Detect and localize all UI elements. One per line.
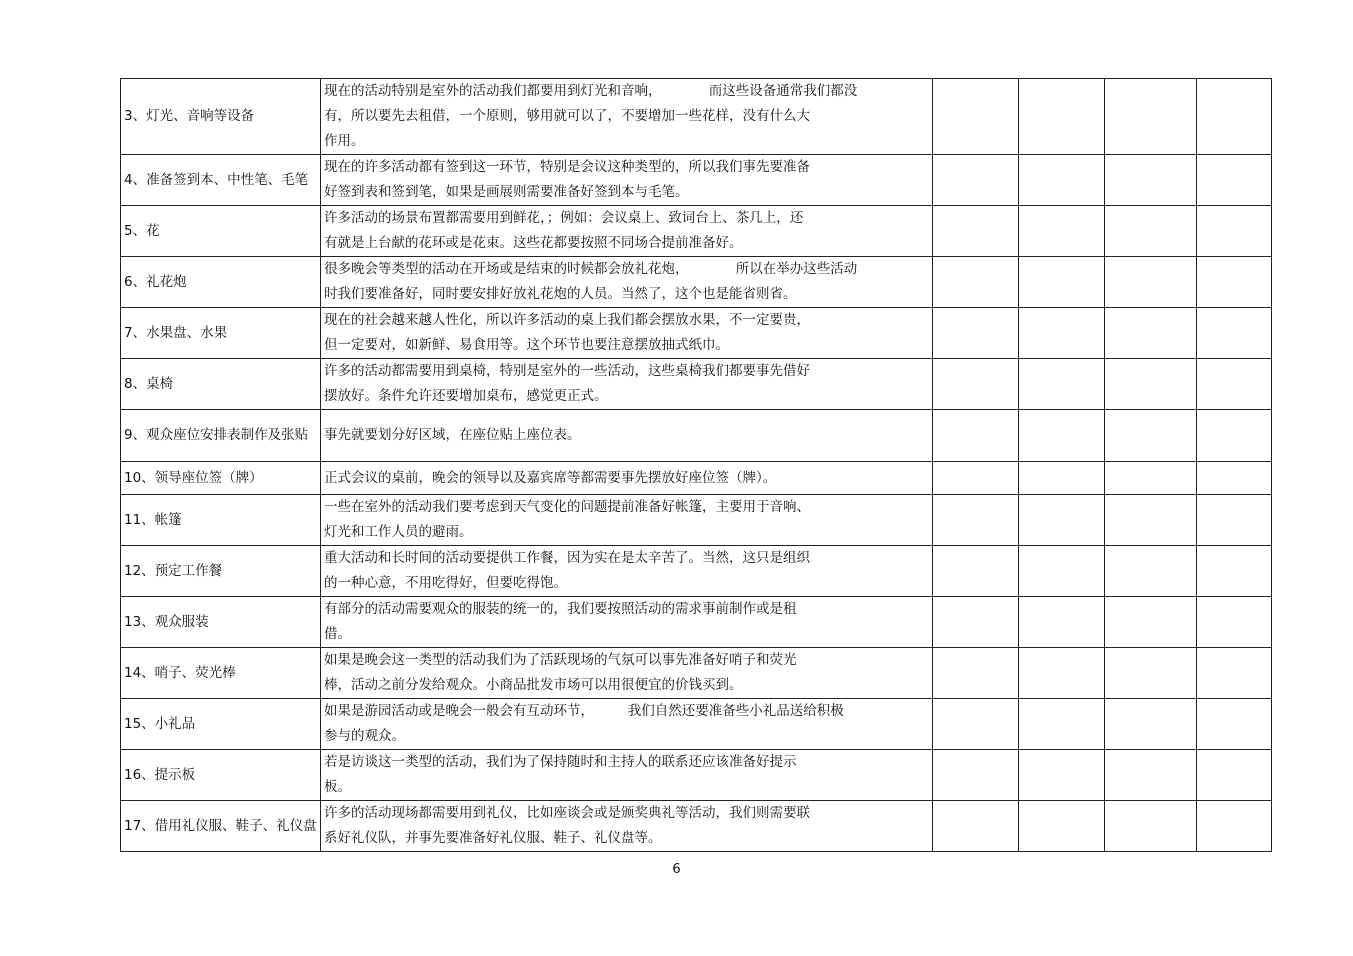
item-cell: 3、灯光、音响等设备 — [121, 79, 321, 155]
empty-cell — [1019, 648, 1105, 699]
empty-cell — [1197, 79, 1272, 155]
description-line: 借。 — [324, 626, 351, 642]
table-body — [121, 79, 1272, 852]
empty-cell — [1105, 801, 1197, 852]
empty-cell — [1197, 462, 1272, 495]
empty-cell — [933, 801, 1019, 852]
description-line: 灯光和工作人员的避雨。 — [324, 524, 473, 540]
item-cell: 11、帐篷 — [121, 495, 321, 546]
description-line: 系好礼仪队，并事先要准备好礼仪服、鞋子、礼仪盘等。 — [324, 830, 662, 846]
empty-cell — [1019, 410, 1105, 462]
description-line: 参与的观众。 — [324, 728, 405, 744]
item-cell: 15、小礼品 — [121, 699, 321, 750]
description-cell — [321, 410, 933, 462]
empty-cell — [1197, 750, 1272, 801]
item-cell: 13、观众服装 — [121, 597, 321, 648]
table-row — [121, 648, 1272, 699]
table-row — [121, 597, 1272, 648]
item-cell: 14、哨子、荧光棒 — [121, 648, 321, 699]
description-cell — [321, 750, 933, 801]
item-cell: 17、借用礼仪服、鞋子、礼仪盘 — [121, 801, 321, 852]
description-line: 板。 — [324, 779, 351, 795]
description-line: 作用。 — [324, 133, 365, 149]
description-line: 许多的活动都需要用到桌椅，特别是室外的一些活动，这些桌椅我们都要事先借好 — [324, 363, 810, 379]
table-row — [121, 79, 1272, 155]
description-cell — [321, 79, 933, 155]
table-row — [121, 699, 1272, 750]
empty-cell — [1105, 495, 1197, 546]
description-line: 但一定要对，如新鲜、易食用等。这个环节也要注意摆放抽式纸巾。 — [324, 337, 729, 353]
empty-cell — [933, 597, 1019, 648]
table-row — [121, 257, 1272, 308]
description-line: 一些在室外的活动我们要考虑到天气变化的问题提前准备好帐篷，主要用于音响、 — [324, 499, 810, 515]
table-row — [121, 750, 1272, 801]
item-cell: 6、礼花炮 — [121, 257, 321, 308]
empty-cell — [933, 206, 1019, 257]
description-line: 有就是上台献的花环或是花束。这些花都要按照不同场合提前准备好。 — [324, 235, 743, 251]
empty-cell — [1105, 546, 1197, 597]
empty-cell — [933, 155, 1019, 206]
empty-cell — [1197, 801, 1272, 852]
empty-cell — [1105, 410, 1197, 462]
empty-cell — [1197, 546, 1272, 597]
empty-cell — [1019, 801, 1105, 852]
description-cell — [321, 546, 933, 597]
empty-cell — [933, 495, 1019, 546]
empty-cell — [1197, 648, 1272, 699]
description-cell — [321, 648, 933, 699]
table-row — [121, 206, 1272, 257]
empty-cell — [1019, 79, 1105, 155]
empty-cell — [1105, 308, 1197, 359]
empty-cell — [1197, 257, 1272, 308]
description-cell — [321, 206, 933, 257]
empty-cell — [1019, 699, 1105, 750]
table-row — [121, 546, 1272, 597]
description-line: 棒，活动之前分发给观众。小商品批发市场可以用很便宜的价钱买到。 — [324, 677, 743, 693]
description-line: 摆放好。条件允许还要增加桌布，感觉更正式。 — [324, 388, 608, 404]
empty-cell — [1105, 648, 1197, 699]
description-line: 若是访谈这一类型的活动，我们为了保持随时和主持人的联系还应该准备好提示 — [324, 754, 797, 770]
description-line: 现在的活动特别是室外的活动我们都要用到灯光和音响， 而这些设备通常我们都没 — [324, 83, 858, 99]
item-cell: 16、提示板 — [121, 750, 321, 801]
description-line: 现在的许多活动都有签到这一环节，特别是会议这种类型的，所以我们事先要准备 — [324, 159, 810, 175]
table-row — [121, 155, 1272, 206]
empty-cell — [1019, 257, 1105, 308]
empty-cell — [933, 410, 1019, 462]
empty-cell — [1019, 206, 1105, 257]
description-cell — [321, 462, 933, 495]
empty-cell — [1105, 699, 1197, 750]
empty-cell — [1197, 597, 1272, 648]
description-line: 正式会议的桌前，晚会的领导以及嘉宾席等都需要事先摆放好座位签（牌）。 — [324, 469, 777, 486]
empty-cell — [933, 648, 1019, 699]
table-row — [121, 359, 1272, 410]
empty-cell — [1019, 750, 1105, 801]
description-cell — [321, 495, 933, 546]
page-number: 6 — [672, 862, 681, 877]
description-line: 重大活动和长时间的活动要提供工作餐，因为实在是太辛苦了。当然，这只是组织 — [324, 550, 810, 566]
empty-cell — [933, 546, 1019, 597]
empty-cell — [933, 308, 1019, 359]
description-cell — [321, 699, 933, 750]
empty-cell — [1019, 308, 1105, 359]
empty-cell — [1019, 155, 1105, 206]
empty-cell — [1197, 495, 1272, 546]
description-cell — [321, 597, 933, 648]
empty-cell — [1105, 750, 1197, 801]
activity-equipment-table — [120, 78, 1272, 852]
empty-cell — [1105, 155, 1197, 206]
item-cell: 8、桌椅 — [121, 359, 321, 410]
table-row — [121, 462, 1272, 495]
empty-cell — [933, 79, 1019, 155]
table-row — [121, 308, 1272, 359]
description-line: 有部分的活动需要观众的服装的统一的，我们要按照活动的需求事前制作或是租 — [324, 601, 797, 617]
empty-cell — [1019, 462, 1105, 495]
description-line: 如果是晚会这一类型的活动我们为了活跃现场的气氛可以事先准备好哨子和荧光 — [324, 652, 797, 668]
description-line: 现在的社会越来越人性化，所以许多活动的桌上我们都会摆放水果，不一定要贵， — [324, 312, 810, 328]
description-cell — [321, 155, 933, 206]
description-line: 许多活动的场景布置都需要用到鲜花，；例如：会议桌上、致词台上、茶几上，还 — [324, 210, 804, 226]
empty-cell — [1105, 359, 1197, 410]
empty-cell — [1019, 546, 1105, 597]
description-line: 时我们要准备好，同时要安排好放礼花炮的人员。当然了，这个也是能省则省。 — [324, 286, 797, 302]
item-cell: 12、预定工作餐 — [121, 546, 321, 597]
description-line: 如果是游园活动或是晚会一般会有互动环节， 我们自然还要准备些小礼品送给积极 — [324, 703, 844, 719]
empty-cell — [1105, 257, 1197, 308]
description-line: 有，所以要先去租借，一个原则，够用就可以了，不要增加一些花样，没有什么大 — [324, 108, 810, 124]
empty-cell — [1197, 206, 1272, 257]
description-cell — [321, 801, 933, 852]
empty-cell — [1019, 597, 1105, 648]
empty-cell — [1105, 597, 1197, 648]
empty-cell — [1197, 359, 1272, 410]
empty-cell — [933, 359, 1019, 410]
empty-cell — [1197, 155, 1272, 206]
description-cell — [321, 257, 933, 308]
table-row — [121, 495, 1272, 546]
empty-cell — [933, 699, 1019, 750]
empty-cell — [1105, 206, 1197, 257]
description-cell — [321, 359, 933, 410]
description-line: 许多的活动现场都需要用到礼仪，比如座谈会或是颁奖典礼等活动，我们则需要联 — [324, 805, 810, 821]
empty-cell — [1105, 462, 1197, 495]
empty-cell — [1105, 79, 1197, 155]
empty-cell — [1019, 359, 1105, 410]
empty-cell — [933, 257, 1019, 308]
empty-cell — [1197, 699, 1272, 750]
table-row — [121, 410, 1272, 462]
description-cell — [321, 308, 933, 359]
empty-cell — [1019, 495, 1105, 546]
empty-cell — [933, 750, 1019, 801]
item-cell: 7、水果盘、水果 — [121, 308, 321, 359]
description-line: 事先就要划分好区域，在座位贴上座位表。 — [324, 427, 581, 443]
item-cell: 5、花 — [121, 206, 321, 257]
empty-cell — [933, 462, 1019, 495]
description-line: 的一种心意，不用吃得好，但要吃得饱。 — [324, 575, 567, 591]
item-cell: 9、观众座位安排表制作及张贴 — [121, 410, 321, 462]
empty-cell — [1197, 308, 1272, 359]
item-cell: 4、准备签到本、中性笔、毛笔 — [121, 155, 321, 206]
item-cell: 10、领导座位签（牌） — [121, 462, 321, 495]
empty-cell — [1197, 410, 1272, 462]
description-line: 很多晚会等类型的活动在开场或是结束的时候都会放礼花炮， 所以在举办这些活动 — [324, 261, 858, 277]
description-line: 好签到表和签到笔，如果是画展则需要准备好签到本与毛笔。 — [324, 184, 689, 200]
table-row — [121, 801, 1272, 852]
